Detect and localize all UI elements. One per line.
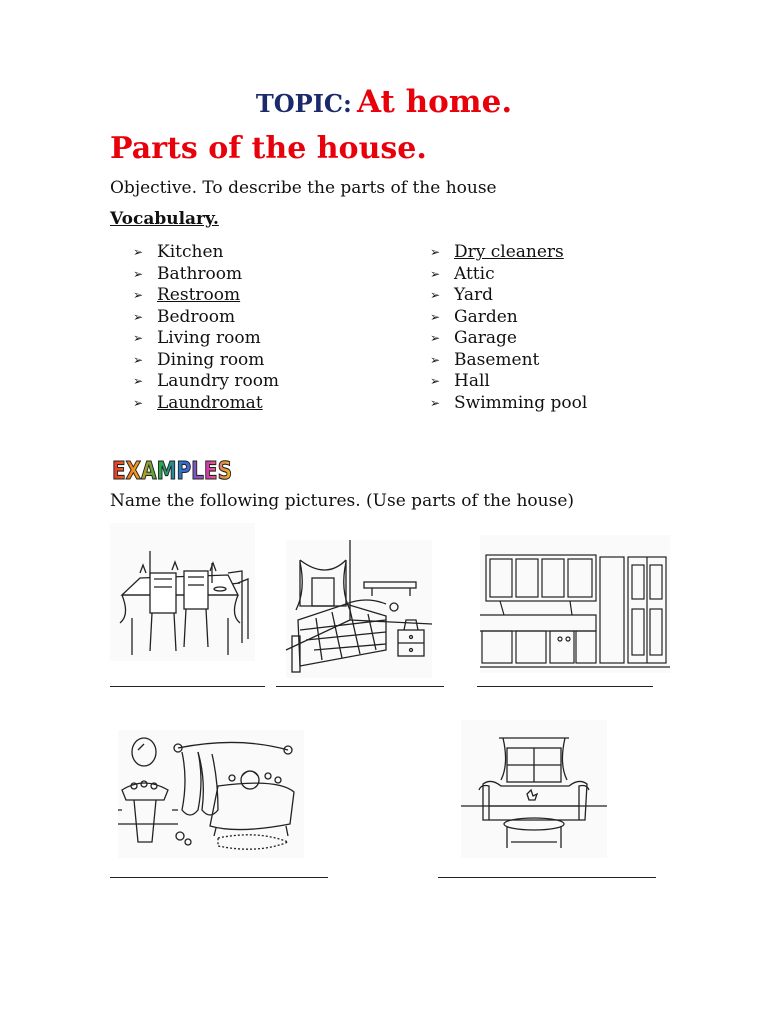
- vocabulary-item: [133, 285, 279, 307]
- arrow-bullet-icon: ➢: [430, 266, 441, 281]
- vocabulary-item-label: Laundromat: [157, 392, 263, 413]
- arrow-bullet-icon: ➢: [133, 245, 144, 259]
- examples-logo: [110, 454, 234, 484]
- vocabulary-item: [430, 350, 587, 372]
- page-subtitle: Parts of the house.: [110, 131, 427, 166]
- vocabulary-item: [133, 393, 279, 415]
- vocabulary-item-label: Basement: [454, 349, 540, 370]
- vocabulary-item: [430, 328, 587, 350]
- answer-blank[interactable]: [438, 877, 656, 878]
- instruction-text: Name the following pictures. (Use parts of the house): [110, 491, 575, 511]
- vocabulary-heading: Vocabulary.: [110, 209, 219, 229]
- vocabulary-item: [430, 242, 587, 264]
- vocabulary-list-right: [430, 242, 587, 414]
- vocabulary-item: [133, 328, 279, 350]
- vocabulary-list-left: [133, 242, 279, 414]
- vocabulary-item: [430, 307, 587, 329]
- vocabulary-item-label: Attic: [454, 263, 495, 284]
- arrow-bullet-icon: ➢: [430, 245, 441, 259]
- objective-text: Objective. To describe the parts of the house: [110, 178, 497, 198]
- vocabulary-item: [133, 371, 279, 393]
- answer-blank[interactable]: [110, 877, 328, 878]
- vocabulary-item-label: Garden: [454, 306, 518, 327]
- arrow-bullet-icon: ➢: [133, 352, 144, 367]
- living-room-picture: [461, 720, 607, 858]
- vocabulary-item-label: Restroom: [157, 285, 241, 305]
- arrow-bullet-icon: ➢: [133, 395, 144, 410]
- bedroom-picture: [286, 540, 432, 678]
- arrow-bullet-icon: ➢: [133, 374, 144, 388]
- answer-blank[interactable]: [276, 686, 444, 687]
- arrow-bullet-icon: ➢: [430, 331, 441, 345]
- vocabulary-item-label: Hall: [454, 371, 490, 391]
- vocabulary-item-label: Garage: [454, 328, 517, 348]
- vocabulary-item: [133, 242, 279, 264]
- vocabulary-item-label: Living room: [157, 328, 261, 348]
- vocabulary-item: [133, 264, 279, 286]
- vocabulary-item-label: Kitchen: [157, 242, 224, 262]
- arrow-bullet-icon: ➢: [430, 395, 441, 410]
- arrow-bullet-icon: ➢: [430, 352, 441, 367]
- vocabulary-item-label: Bathroom: [157, 263, 243, 284]
- vocabulary-item-label: Laundry room: [157, 371, 280, 391]
- topic-label: TOPIC:: [255, 89, 352, 118]
- vocabulary-item: [430, 371, 587, 393]
- vocabulary-item: [430, 393, 587, 415]
- topic-value: At home.: [356, 84, 513, 120]
- arrow-bullet-icon: ➢: [430, 288, 441, 302]
- arrow-bullet-icon: ➢: [430, 374, 441, 388]
- arrow-bullet-icon: ➢: [133, 288, 144, 302]
- svg-text:EXAMPLES: EXAMPLES: [112, 456, 232, 485]
- vocabulary-item-label: Dining room: [157, 349, 265, 370]
- dining-room-picture: [110, 523, 255, 661]
- arrow-bullet-icon: ➢: [133, 266, 144, 281]
- arrow-bullet-icon: ➢: [133, 309, 144, 324]
- vocabulary-item-label: Swimming pool: [454, 392, 588, 413]
- vocabulary-item: [430, 285, 587, 307]
- vocabulary-item: [133, 307, 279, 329]
- vocabulary-item: [133, 350, 279, 372]
- arrow-bullet-icon: ➢: [133, 331, 144, 345]
- answer-blank[interactable]: [477, 686, 653, 687]
- vocabulary-item: [430, 264, 587, 286]
- title-line: [0, 84, 768, 120]
- arrow-bullet-icon: ➢: [430, 309, 441, 324]
- vocabulary-item-label: Bedroom: [157, 306, 236, 327]
- bathroom-picture: [118, 730, 304, 858]
- answer-blank[interactable]: [110, 686, 265, 687]
- vocabulary-item-label: Yard: [454, 285, 494, 305]
- kitchen-picture: [480, 535, 670, 673]
- vocabulary-item-label: Dry cleaners: [454, 242, 564, 262]
